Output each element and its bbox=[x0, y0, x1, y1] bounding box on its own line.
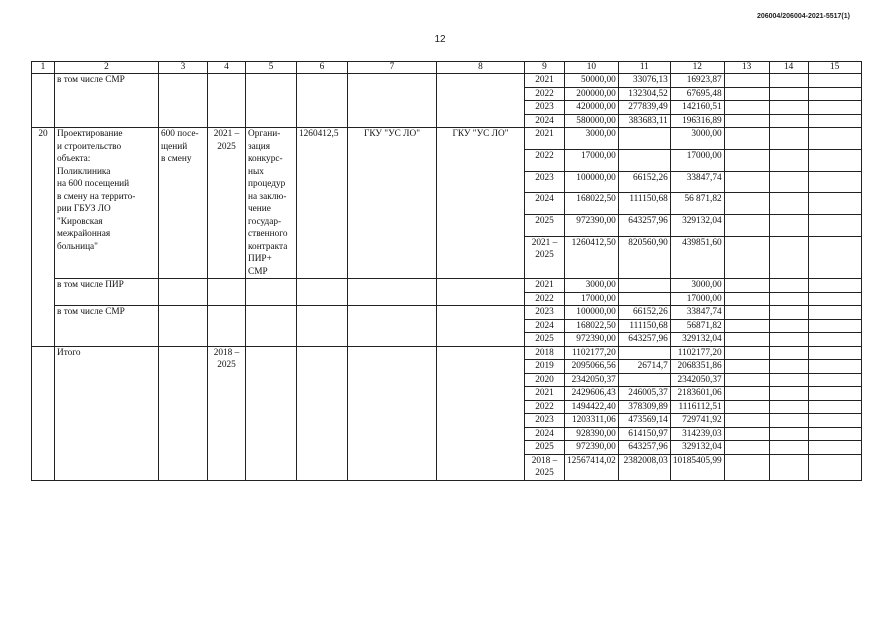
empty-cell bbox=[769, 101, 808, 115]
table-row bbox=[32, 346, 862, 360]
empty-cell bbox=[724, 333, 769, 347]
row-label: в том числе СМР bbox=[55, 306, 159, 347]
empty-cell bbox=[437, 279, 525, 306]
empty-cell bbox=[808, 279, 861, 293]
regional-amount-cell: 329132,04 bbox=[670, 333, 724, 347]
cell-line: 2025 bbox=[535, 468, 554, 478]
total-amount-cell: 972390,00 bbox=[565, 215, 619, 237]
cell-line: больница" bbox=[57, 241, 98, 252]
empty-cell bbox=[769, 414, 808, 428]
empty-cell bbox=[297, 306, 348, 347]
cell-line: на заклю- bbox=[248, 191, 287, 202]
federal-amount-cell: 246005,37 bbox=[618, 387, 670, 401]
row-label: в том числе СМР bbox=[55, 74, 159, 128]
empty-cell bbox=[724, 128, 769, 150]
regional-amount-cell: 56871,82 bbox=[670, 319, 724, 333]
total-amount-cell: 972390,00 bbox=[565, 441, 619, 455]
empty-cell bbox=[724, 360, 769, 374]
column-header: 8 bbox=[437, 62, 525, 74]
total-amount-cell: 17000,00 bbox=[565, 149, 619, 171]
item-number: 20 bbox=[32, 128, 55, 347]
federal-amount-cell: 643257,96 bbox=[618, 441, 670, 455]
empty-cell bbox=[808, 292, 861, 306]
empty-cell bbox=[724, 87, 769, 101]
empty-cell bbox=[724, 319, 769, 333]
empty-cell bbox=[297, 346, 348, 480]
empty-cell bbox=[297, 74, 348, 128]
total-amount-cell: 100000,00 bbox=[565, 306, 619, 320]
total-amount-cell: 50000,00 bbox=[565, 74, 619, 88]
cell-line: конкурс- bbox=[248, 154, 283, 164]
regional-amount-cell: 2342050,37 bbox=[670, 373, 724, 387]
year-cell: 2021 bbox=[525, 387, 565, 401]
empty-cell bbox=[159, 279, 208, 306]
regional-amount-cell: 196316,89 bbox=[670, 114, 724, 128]
total-amount-cell: 168022,50 bbox=[565, 319, 619, 333]
empty-cell bbox=[808, 215, 861, 237]
year-cell: 2025 bbox=[525, 441, 565, 455]
empty-cell bbox=[769, 454, 808, 480]
empty-cell bbox=[724, 101, 769, 115]
empty-cell bbox=[724, 387, 769, 401]
empty-cell bbox=[724, 454, 769, 480]
cell-line: 2025 bbox=[535, 250, 554, 261]
empty-cell bbox=[724, 427, 769, 441]
federal-amount-cell bbox=[618, 149, 670, 171]
empty-cell bbox=[808, 346, 861, 360]
cell-line: 2021 – bbox=[213, 129, 240, 139]
regional-amount-cell: 17000,00 bbox=[670, 149, 724, 171]
year-cell: 2024 bbox=[525, 427, 565, 441]
total-label: Итого bbox=[55, 346, 159, 480]
empty-cell bbox=[808, 101, 861, 115]
year-cell: 2023 bbox=[525, 414, 565, 428]
cell-line: на 600 посещений bbox=[57, 179, 130, 189]
total-amount-cell: 1102177,20 bbox=[565, 346, 619, 360]
cell-line: ственного bbox=[248, 229, 288, 239]
total-amount-cell: 17000,00 bbox=[565, 292, 619, 306]
column-header: 3 bbox=[159, 62, 208, 74]
year-cell: 2025 bbox=[525, 333, 565, 347]
empty-cell bbox=[769, 441, 808, 455]
capacity-cell bbox=[159, 128, 208, 279]
total-amount-cell: 100000,00 bbox=[565, 171, 619, 193]
empty-cell bbox=[769, 292, 808, 306]
federal-amount-cell: 473569,14 bbox=[618, 414, 670, 428]
empty-cell bbox=[348, 74, 437, 128]
table-row bbox=[32, 306, 862, 320]
empty-cell bbox=[808, 149, 861, 171]
empty-cell bbox=[724, 215, 769, 237]
cell-line: процедур bbox=[248, 179, 286, 189]
column-header: 2 bbox=[55, 62, 159, 74]
empty-cell bbox=[769, 279, 808, 293]
column-header: 14 bbox=[769, 62, 808, 74]
empty-cell bbox=[769, 319, 808, 333]
empty-cell bbox=[808, 74, 861, 88]
empty-cell bbox=[348, 279, 437, 306]
total-amount-cell: 2429606,43 bbox=[565, 387, 619, 401]
total-amount-cell: 928390,00 bbox=[565, 427, 619, 441]
total-amount-cell: 12567414,02 bbox=[565, 454, 619, 480]
year-cell bbox=[525, 236, 565, 278]
federal-amount-cell: 132304,52 bbox=[618, 87, 670, 101]
cell-line: зация bbox=[248, 141, 271, 152]
empty-cell bbox=[348, 306, 437, 347]
empty-cell bbox=[769, 306, 808, 320]
regional-amount-cell: 329132,04 bbox=[670, 441, 724, 455]
total-amount-cell: 420000,00 bbox=[565, 101, 619, 115]
cell-line: в смену bbox=[161, 154, 192, 164]
year-cell: 2021 bbox=[525, 279, 565, 293]
cell-line: государ- bbox=[248, 216, 282, 227]
cell-line: чение bbox=[248, 204, 271, 214]
year-cell: 2024 bbox=[525, 114, 565, 128]
column-header: 6 bbox=[297, 62, 348, 74]
cell-line: Проектирование bbox=[57, 129, 123, 139]
year-cell: 2022 bbox=[525, 87, 565, 101]
year-cell bbox=[525, 454, 565, 480]
regional-amount-cell: 17000,00 bbox=[670, 292, 724, 306]
object-name bbox=[55, 128, 159, 279]
year-cell: 2020 bbox=[525, 373, 565, 387]
federal-amount-cell: 614150,97 bbox=[618, 427, 670, 441]
column-header: 7 bbox=[348, 62, 437, 74]
period-cell bbox=[208, 128, 246, 279]
empty-cell bbox=[808, 427, 861, 441]
regional-amount-cell: 1102177,20 bbox=[670, 346, 724, 360]
regional-amount-cell: 2068351,86 bbox=[670, 360, 724, 374]
cell-line: объекта: bbox=[57, 154, 91, 164]
federal-amount-cell bbox=[618, 373, 670, 387]
empty-cell bbox=[724, 346, 769, 360]
cell-line: ных bbox=[248, 166, 264, 177]
federal-amount-cell bbox=[618, 346, 670, 360]
total-amount-cell: 2095066,56 bbox=[565, 360, 619, 374]
empty-cell bbox=[769, 373, 808, 387]
cell-line: рии ГБУЗ ЛО bbox=[57, 204, 111, 214]
year-cell: 2021 bbox=[525, 74, 565, 88]
year-cell: 2023 bbox=[525, 101, 565, 115]
empty-cell bbox=[348, 346, 437, 480]
empty-cell bbox=[159, 74, 208, 128]
empty-cell bbox=[246, 74, 297, 128]
cell-line: 2018 – bbox=[531, 455, 558, 466]
cell-line: 2025 bbox=[217, 141, 236, 152]
empty-cell bbox=[724, 193, 769, 215]
regional-amount-cell: 3000,00 bbox=[670, 128, 724, 150]
year-cell: 2024 bbox=[525, 193, 565, 215]
empty-cell bbox=[437, 346, 525, 480]
year-cell: 2019 bbox=[525, 360, 565, 374]
year-cell: 2022 bbox=[525, 149, 565, 171]
total-amount-cell: 972390,00 bbox=[565, 333, 619, 347]
organization-cell bbox=[246, 128, 297, 279]
year-cell: 2025 bbox=[525, 215, 565, 237]
empty-cell bbox=[724, 400, 769, 414]
page-number: 12 bbox=[434, 34, 446, 45]
number-cell bbox=[32, 346, 55, 480]
federal-amount-cell: 111150,68 bbox=[618, 193, 670, 215]
column-header: 9 bbox=[525, 62, 565, 74]
empty-cell bbox=[808, 171, 861, 193]
number-cell bbox=[32, 74, 55, 128]
cell-line: 600 посе- bbox=[161, 129, 199, 139]
federal-amount-cell: 378309,89 bbox=[618, 400, 670, 414]
column-header: 5 bbox=[246, 62, 297, 74]
regional-amount-cell: 729741,92 bbox=[670, 414, 724, 428]
empty-cell bbox=[246, 279, 297, 306]
federal-amount-cell: 643257,96 bbox=[618, 215, 670, 237]
federal-amount-cell: 26714,7 bbox=[618, 360, 670, 374]
year-cell: 2022 bbox=[525, 292, 565, 306]
empty-cell bbox=[808, 414, 861, 428]
regional-amount-cell: 67695,48 bbox=[670, 87, 724, 101]
federal-amount-cell: 33076,13 bbox=[618, 74, 670, 88]
cell-line: 2021 – bbox=[531, 237, 558, 248]
empty-cell bbox=[769, 427, 808, 441]
empty-cell bbox=[208, 279, 246, 306]
regional-amount-cell: 16923,87 bbox=[670, 74, 724, 88]
empty-cell bbox=[808, 360, 861, 374]
empty-cell bbox=[769, 171, 808, 193]
empty-cell bbox=[769, 149, 808, 171]
regional-amount-cell: 439851,60 bbox=[670, 236, 724, 278]
empty-cell bbox=[724, 74, 769, 88]
regional-amount-cell: 142160,51 bbox=[670, 101, 724, 115]
empty-cell bbox=[769, 236, 808, 278]
cell-line: СМР bbox=[248, 266, 268, 277]
year-cell: 2021 bbox=[525, 128, 565, 150]
empty-cell bbox=[724, 441, 769, 455]
empty-cell bbox=[808, 306, 861, 320]
empty-cell bbox=[808, 387, 861, 401]
empty-cell bbox=[769, 128, 808, 150]
empty-cell bbox=[769, 333, 808, 347]
total-amount-cell: 168022,50 bbox=[565, 193, 619, 215]
empty-cell bbox=[808, 400, 861, 414]
document-id: 206004/206004-2021-5517(1) bbox=[756, 13, 850, 20]
cell-line: щений bbox=[161, 141, 188, 152]
empty-cell bbox=[769, 387, 808, 401]
total-amount-cell: 1494422,40 bbox=[565, 400, 619, 414]
empty-cell bbox=[724, 149, 769, 171]
table-row bbox=[32, 279, 862, 293]
column-header: 12 bbox=[670, 62, 724, 74]
empty-cell bbox=[808, 87, 861, 101]
cell-line: 2018 – bbox=[213, 347, 240, 358]
empty-cell bbox=[724, 306, 769, 320]
regional-amount-cell: 329132,04 bbox=[670, 215, 724, 237]
header-row bbox=[32, 62, 862, 74]
empty-cell bbox=[808, 333, 861, 347]
cell-line: в смену на террито- bbox=[57, 191, 136, 202]
empty-cell bbox=[724, 292, 769, 306]
regional-amount-cell: 33847,74 bbox=[670, 306, 724, 320]
row-label: в том числе ПИР bbox=[55, 279, 159, 306]
empty-cell bbox=[808, 373, 861, 387]
empty-cell bbox=[769, 193, 808, 215]
developer-cell: ГКУ "УС ЛО" bbox=[437, 128, 525, 279]
total-amount-cell: 1260412,50 bbox=[565, 236, 619, 278]
empty-cell bbox=[808, 454, 861, 480]
regional-amount-cell: 3000,00 bbox=[670, 279, 724, 293]
empty-cell bbox=[808, 236, 861, 278]
empty-cell bbox=[724, 414, 769, 428]
empty-cell bbox=[769, 87, 808, 101]
total-amount-cell: 3000,00 bbox=[565, 128, 619, 150]
empty-cell bbox=[724, 236, 769, 278]
federal-amount-cell: 820560,90 bbox=[618, 236, 670, 278]
total-amount-cell: 580000,00 bbox=[565, 114, 619, 128]
year-cell: 2022 bbox=[525, 400, 565, 414]
empty-cell bbox=[246, 346, 297, 480]
year-cell: 2023 bbox=[525, 306, 565, 320]
regional-amount-cell: 56 871,82 bbox=[670, 193, 724, 215]
empty-cell bbox=[769, 74, 808, 88]
federal-amount-cell: 66152,26 bbox=[618, 306, 670, 320]
column-header: 11 bbox=[618, 62, 670, 74]
column-header: 1 bbox=[32, 62, 55, 74]
column-header: 10 bbox=[565, 62, 619, 74]
empty-cell bbox=[437, 74, 525, 128]
cell-line: межрайонная bbox=[57, 229, 111, 239]
empty-cell bbox=[769, 114, 808, 128]
federal-amount-cell bbox=[618, 292, 670, 306]
year-cell: 2023 bbox=[525, 171, 565, 193]
empty-cell bbox=[808, 193, 861, 215]
empty-cell bbox=[808, 128, 861, 150]
regional-amount-cell: 10185405,99 bbox=[670, 454, 724, 480]
year-cell: 2024 bbox=[525, 319, 565, 333]
empty-cell bbox=[246, 306, 297, 347]
regional-amount-cell: 2183601,06 bbox=[670, 387, 724, 401]
empty-cell bbox=[208, 306, 246, 347]
empty-cell bbox=[724, 279, 769, 293]
total-amount-cell: 3000,00 bbox=[565, 279, 619, 293]
cell-line: Поликлиника bbox=[57, 166, 111, 177]
total-amount-cell: 2342050,37 bbox=[565, 373, 619, 387]
empty-cell bbox=[808, 319, 861, 333]
period-cell bbox=[208, 346, 246, 480]
year-cell: 2018 bbox=[525, 346, 565, 360]
empty-cell bbox=[769, 360, 808, 374]
table-row bbox=[32, 74, 862, 88]
cell-line: контракта bbox=[248, 241, 288, 252]
cell-line: 2025 bbox=[217, 360, 236, 370]
regional-amount-cell: 314239,03 bbox=[670, 427, 724, 441]
column-header: 4 bbox=[208, 62, 246, 74]
empty-cell bbox=[808, 441, 861, 455]
regional-amount-cell: 33847,74 bbox=[670, 171, 724, 193]
financing-table bbox=[31, 61, 862, 481]
empty-cell bbox=[808, 114, 861, 128]
customer-cell: ГКУ "УС ЛО" bbox=[348, 128, 437, 279]
cell-line: ПИР+ bbox=[248, 254, 272, 264]
cell-line: и строительство bbox=[57, 141, 122, 152]
empty-cell bbox=[769, 346, 808, 360]
table-row bbox=[32, 128, 862, 150]
empty-cell bbox=[769, 400, 808, 414]
cell-line: Органи- bbox=[248, 129, 281, 139]
federal-amount-cell bbox=[618, 279, 670, 293]
empty-cell bbox=[724, 171, 769, 193]
federal-amount-cell: 66152,26 bbox=[618, 171, 670, 193]
federal-amount-cell: 111150,68 bbox=[618, 319, 670, 333]
federal-amount-cell: 643257,96 bbox=[618, 333, 670, 347]
empty-cell bbox=[724, 373, 769, 387]
empty-cell bbox=[769, 215, 808, 237]
federal-amount-cell: 2382008,03 bbox=[618, 454, 670, 480]
federal-amount-cell bbox=[618, 128, 670, 150]
empty-cell bbox=[297, 279, 348, 306]
empty-cell bbox=[437, 306, 525, 347]
cell-line: "Кировская bbox=[57, 216, 103, 227]
cost-cell: 1260412,5 bbox=[297, 128, 348, 279]
empty-cell bbox=[159, 346, 208, 480]
total-amount-cell: 200000,00 bbox=[565, 87, 619, 101]
empty-cell bbox=[208, 74, 246, 128]
empty-cell bbox=[159, 306, 208, 347]
regional-amount-cell: 1116112,51 bbox=[670, 400, 724, 414]
column-header: 13 bbox=[724, 62, 769, 74]
federal-amount-cell: 383683,11 bbox=[618, 114, 670, 128]
empty-cell bbox=[724, 114, 769, 128]
federal-amount-cell: 277839,49 bbox=[618, 101, 670, 115]
total-amount-cell: 1203311,06 bbox=[565, 414, 619, 428]
column-header: 15 bbox=[808, 62, 861, 74]
